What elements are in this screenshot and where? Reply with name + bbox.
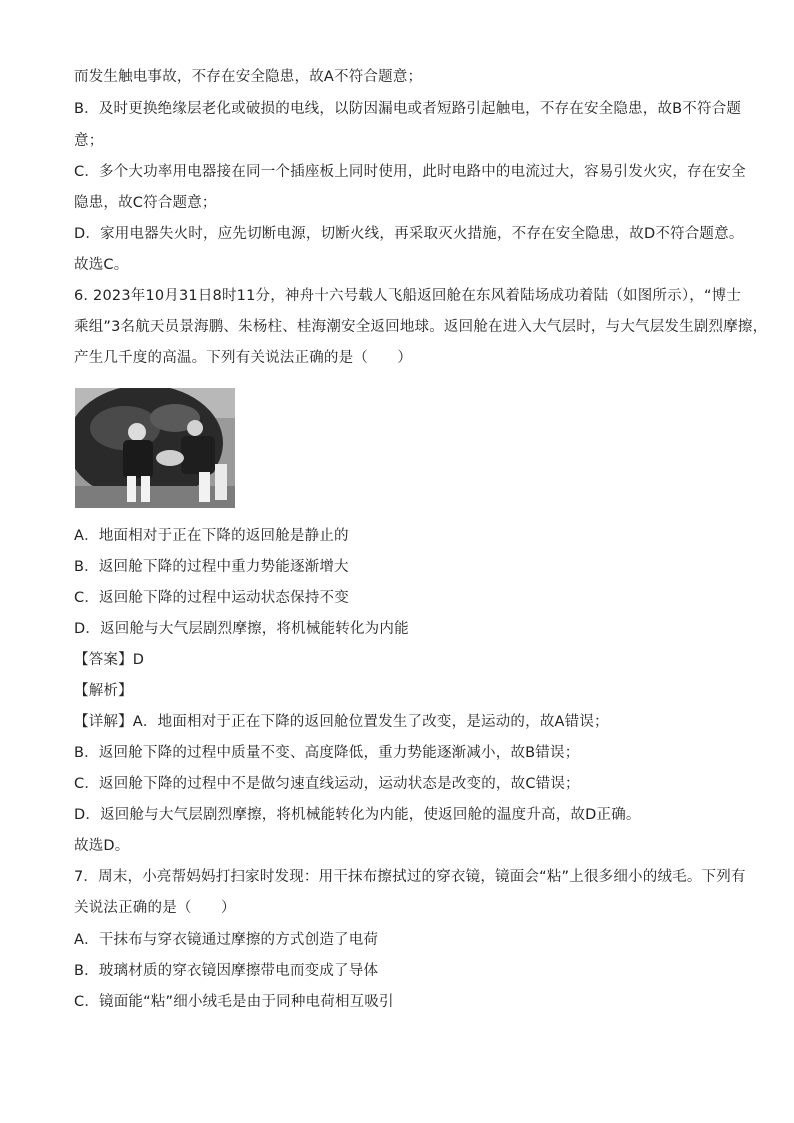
analysis-heading: 【解析】 [74, 683, 133, 699]
answer-label: 【答案】D [74, 652, 145, 668]
text-line: B．及时更换绝缘层老化或破损的电线，以防因漏电或者短路引起触电，不存在安全隐患，故B不符合题 [74, 101, 742, 117]
capsule-landing-photo [75, 388, 235, 508]
text-line: D．家用电器失火时，应先切断电源，切断火线，再采取灭火措施，不存在安全隐患，故D不符合题意。 [74, 226, 744, 242]
option-b: B．玻璃材质的穿衣镜因摩擦带电而变成了导体 [74, 963, 379, 979]
question-6-text: 6. 2023年10月31日8时11分，神舟十六号载人飞船返回舱在东风着陆场成功着陆（如图所示），“博士 [74, 288, 742, 304]
text-line: D．返回舱与大气层剧烈摩擦，将机械能转化为内能，使返回舱的温度升高，故D正确。 [74, 807, 641, 823]
option-b: B．返回舱下降的过程中重力势能逐渐增大 [74, 559, 349, 575]
option-a: A．干抹布与穿衣镜通过摩擦的方式创造了电荷 [74, 932, 379, 948]
text-line: 意； [74, 133, 104, 149]
text-line: B．返回舱下降的过程中质量不变、高度降低，重力势能逐渐减小，故B错误； [74, 745, 580, 761]
text-line: 产生几千度的高温。下列有关说法正确的是（ ） [74, 350, 413, 366]
text-line: 故选C。 [74, 257, 129, 273]
option-a: A．地面相对于正在下降的返回舱是静止的 [74, 528, 349, 544]
text-line: 关说法正确的是（ ） [74, 900, 236, 916]
option-d: D．返回舱与大气层剧烈摩擦，将机械能转化为内能 [74, 621, 409, 637]
text-line: C．返回舱下降的过程中不是做匀速直线运动，运动状态是改变的，故C错误； [74, 776, 580, 792]
text-line: 隐患，故C符合题意； [74, 195, 217, 211]
text-line: 而发生触电事故，不存在安全隐患，故A不符合题意； [74, 69, 423, 85]
text-line: C．多个大功率用电器接在同一个插座板上同时使用，此时电路中的电流过大，容易引发火灾，存在安全 [74, 164, 746, 180]
text-line: 乘组”3名航天员景海鹏、朱杨柱、桂海潮安全返回地球。返回舱在进入大气层时，与大气层发生剧烈摩擦， [74, 319, 768, 335]
text-line: 【详解】A．地面相对于正在下降的返回舱位置发生了改变，是运动的，故A错误； [74, 714, 609, 730]
text-line: 故选D。 [74, 838, 130, 854]
option-c: C．镜面能“粘”细小绒毛是由于同种电荷相互吸引 [74, 994, 394, 1010]
question-7-text: 7．周末，小亮帮妈妈打扫家时发现：用干抹布擦拭过的穿衣镜，镜面会“粘”上很多细小的绒毛。下列有 [74, 869, 746, 885]
option-c: C．返回舱下降的过程中运动状态保持不变 [74, 590, 349, 606]
